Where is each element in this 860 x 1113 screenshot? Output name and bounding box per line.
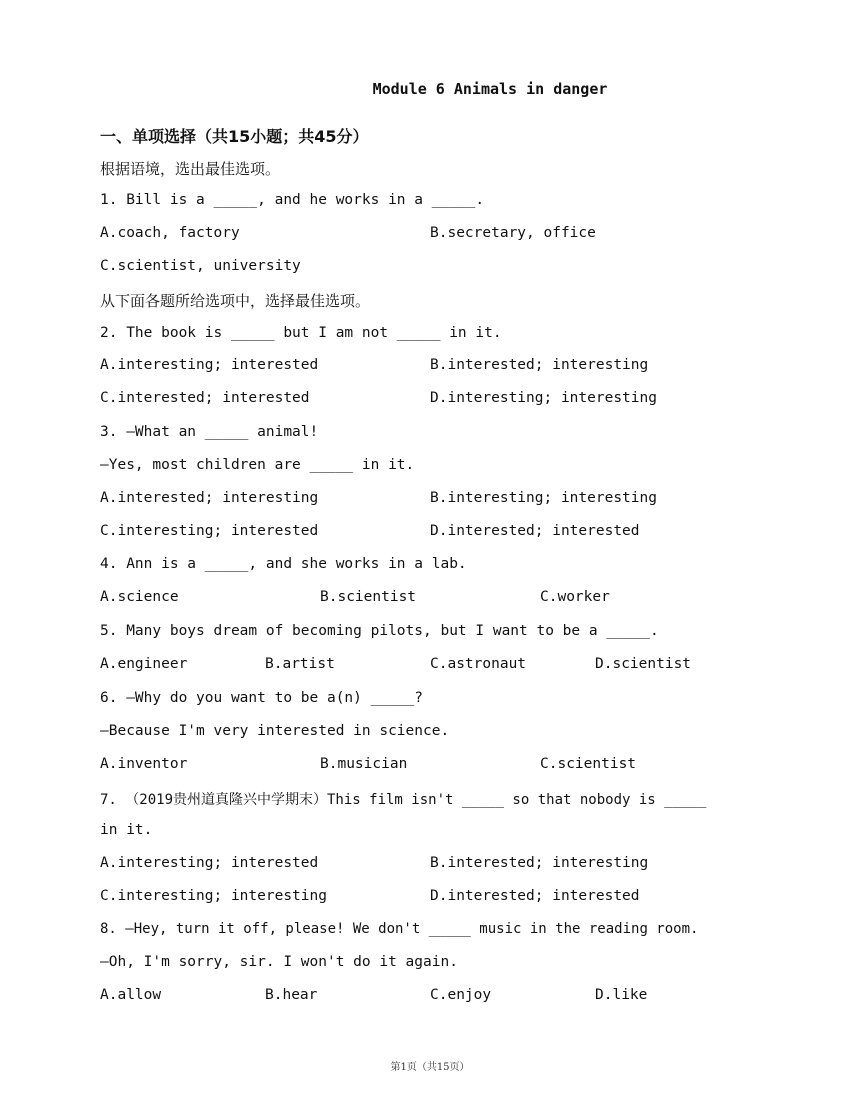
question-5-option-b: B.artist <box>265 656 335 672</box>
question-8-stem: 8. —Hey, turn it off, please! We don't _____ music in the reading room. <box>100 921 699 937</box>
question-8-option-c: C.enjoy <box>430 987 492 1003</box>
question-7-stem: 7. （2019贵州道真隆兴中学期末）This film isn't _____ so that nobody is _____ <box>100 792 707 808</box>
page-footer: 第1页（共15页） <box>390 1062 470 1073</box>
question-2-stem: 2. The book is _____ but I am not _____ in it. <box>100 325 502 341</box>
question-3-stem: 3. —What an _____ animal! <box>100 424 319 440</box>
instruction-text: 从下面各题所给选项中，选择最佳选项。 <box>100 292 371 310</box>
question-6-option-c: C.scientist <box>540 756 637 772</box>
question-2-option-d: D.interesting; interesting <box>430 390 657 406</box>
question-1-option-a: A.coach, factory <box>100 225 240 241</box>
question-1-stem: 1. Bill is a _____, and he works in a _____. <box>100 192 485 208</box>
question-2-option-b: B.interested; interesting <box>430 357 649 373</box>
question-6-stem: 6. —Why do you want to be a(n) _____? <box>100 690 424 706</box>
question-8-option-a: A.allow <box>100 987 162 1003</box>
question-3-option-d: D.interested; interested <box>430 523 640 539</box>
question-3-option-c: C.interesting; interested <box>100 523 319 539</box>
question-4-option-a: A.science <box>100 589 179 605</box>
question-4-stem: 4. Ann is a _____, and she works in a lab. <box>100 556 467 572</box>
question-5-option-c: C.astronaut <box>430 656 527 672</box>
document-title: Module 6 Animals in danger <box>372 80 608 98</box>
question-4-option-c: C.worker <box>540 589 610 605</box>
question-5-option-a: A.engineer <box>100 656 188 672</box>
question-6-option-b: B.musician <box>320 756 408 772</box>
question-7-option-c: C.interesting; interesting <box>100 888 327 904</box>
question-5-option-d: D.scientist <box>595 656 692 672</box>
question-2-option-c: C.interested; interested <box>100 390 310 406</box>
question-3-reply: —Yes, most children are _____ in it. <box>100 457 415 473</box>
question-2-option-a: A.interesting; interested <box>100 357 319 373</box>
question-8-reply: —Oh, I'm sorry, sir. I won't do it again. <box>100 954 458 970</box>
question-4-option-b: B.scientist <box>320 589 417 605</box>
question-6-option-a: A.inventor <box>100 756 188 772</box>
question-7-option-d: D.interested; interested <box>430 888 640 904</box>
question-1-option-b: B.secretary, office <box>430 225 596 241</box>
question-8-option-d: D.like <box>595 987 648 1003</box>
section-heading: 一、单项选择（共15小题；共45分） <box>100 127 369 146</box>
question-7-option-a: A.interesting; interested <box>100 855 319 871</box>
question-7-option-b: B.interested; interesting <box>430 855 649 871</box>
question-6-reply: —Because I'm very interested in science. <box>100 723 450 739</box>
instruction-text: 根据语境，选出最佳选项。 <box>100 160 281 178</box>
question-3-option-a: A.interested; interesting <box>100 490 319 506</box>
question-1-option-c: C.scientist, university <box>100 258 301 274</box>
question-5-stem: 5. Many boys dream of becoming pilots, but I want to be a _____. <box>100 623 659 639</box>
question-3-option-b: B.interesting; interesting <box>430 490 657 506</box>
question-7-stem-continued: in it. <box>100 822 153 838</box>
question-8-option-b: B.hear <box>265 987 318 1003</box>
